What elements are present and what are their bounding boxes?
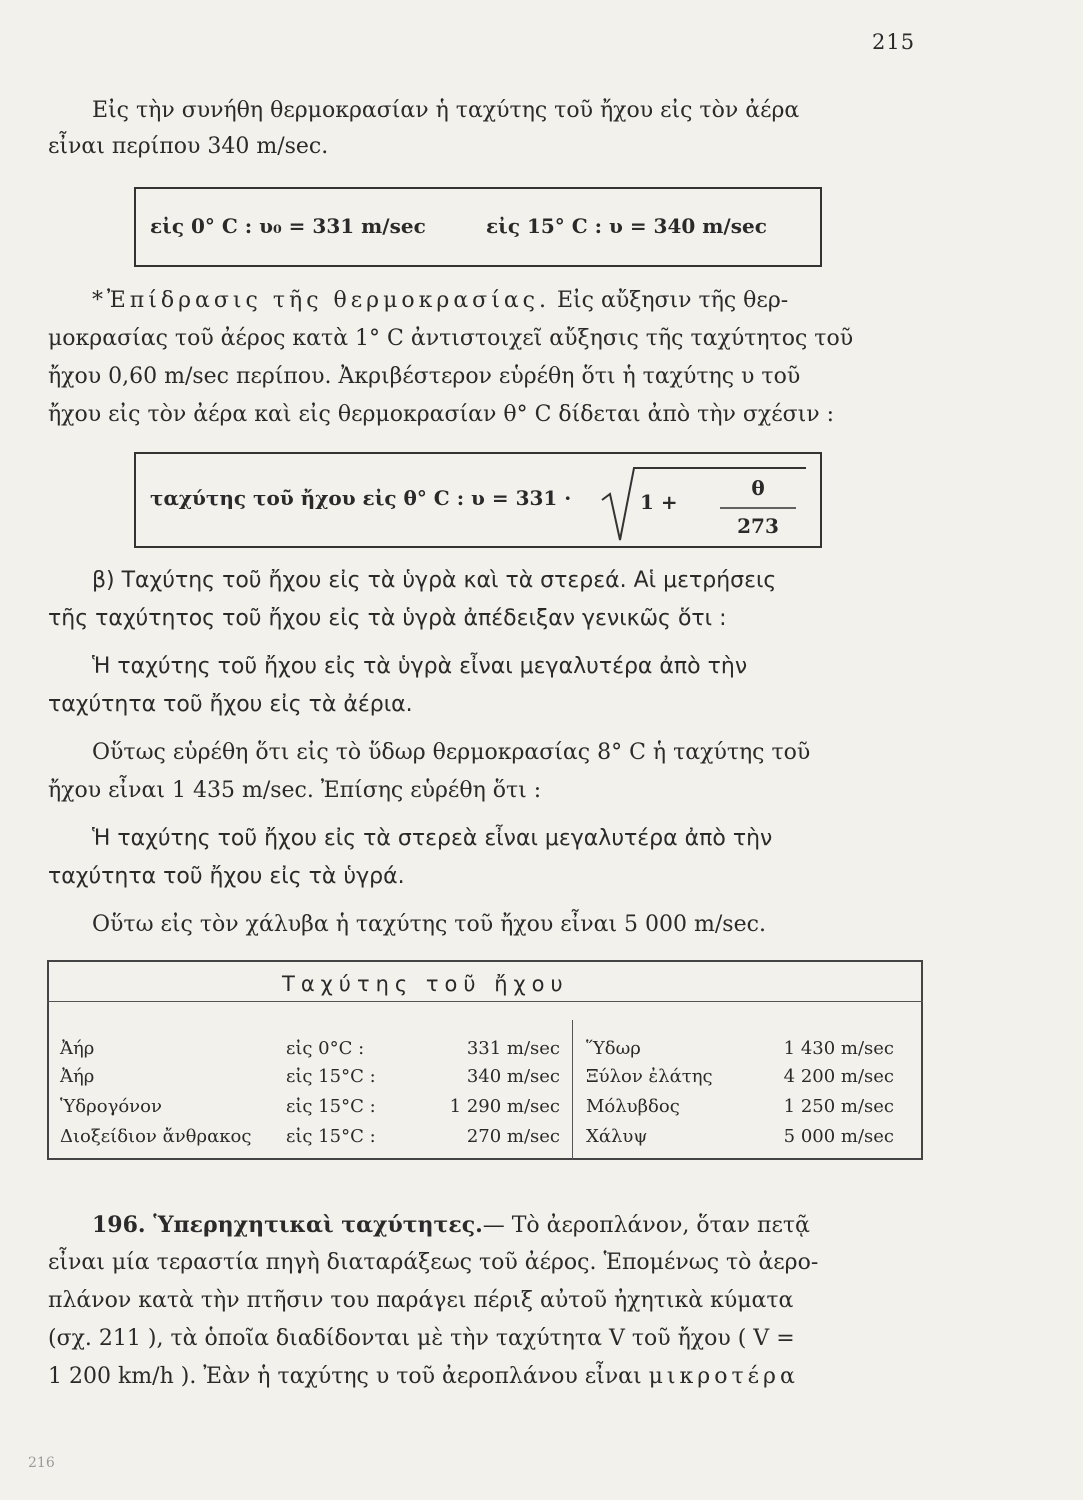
paragraph-line: Οὕτω εἰς τὸν χάλυβα ἡ ταχύτης τοῦ ἤχου εἶναι 5 000 m/sec.	[92, 912, 766, 937]
table-cell-speed: 270 m/sec	[466, 1126, 560, 1147]
emphasized-word: μικροτέρα	[648, 1364, 799, 1389]
table-cell-medium: Ἀήρ	[60, 1066, 95, 1087]
table-cell-medium: Διοξείδιον ἄνθρακος	[60, 1126, 252, 1147]
rule-statement-line: ταχύτητα τοῦ ἤχου εἰς τὰ ἀέρια.	[48, 692, 413, 717]
table-header-rule	[47, 1001, 923, 1002]
paragraph-line: πλάνον κατὰ τὴν πτῆσιν του παράγει πέριξ αὐτοῦ ἠχητικὰ κύματα	[48, 1288, 794, 1313]
table-cell-speed: 5 000 m/sec	[783, 1126, 894, 1147]
paragraph-line: τῆς ταχύτητος τοῦ ἤχου εἰς τὰ ὑγρὰ ἀπέδειξαν γενικῶς ὅτι :	[48, 606, 727, 631]
table-cell-speed: 1 290 m/sec	[449, 1096, 560, 1117]
fraction-numerator: θ	[751, 476, 765, 500]
paragraph-line: μοκρασίας τοῦ ἀέρος κατὰ 1° C ἀντιστοιχεῖ αὔξησις τῆς ταχύτητος τοῦ	[48, 326, 854, 351]
table-cell-speed: 4 200 m/sec	[783, 1066, 894, 1087]
paragraph-line: ἤχου 0,60 m/sec περίπου. Ἀκριβέστερον εὑρέθη ὅτι ἡ ταχύτης υ τοῦ	[48, 364, 801, 389]
paragraph-line: εἶναι περίπου 340 m/sec.	[48, 134, 329, 159]
paragraph-line: Οὕτως εὑρέθη ὅτι εἰς τὸ ὕδωρ θερμοκρασίας 8° C ἡ ταχύτης τοῦ	[92, 740, 811, 765]
paragraph-text: — Τὸ ἀεροπλάνον, ὅταν πετᾷ	[482, 1213, 810, 1238]
section-subtitle: *Ἐπίδρασις τῆς θερμοκρασίας.	[92, 288, 550, 313]
table-cell-medium: Ὕδωρ	[586, 1038, 641, 1059]
table-cell-temperature: εἰς 0°C :	[286, 1038, 365, 1059]
formula-zero-degrees: εἰς 0° C : υ₀ = 331 m/sec	[150, 214, 426, 238]
bleed-through-page-mark: 216	[28, 1455, 55, 1471]
paragraph-text: 1 200 km/h ). Ἐὰν ἡ ταχύτης υ τοῦ ἀεροπλάνου εἶναι	[48, 1364, 642, 1389]
table-cell-medium: Χάλυψ	[586, 1126, 648, 1147]
table-cell-speed: 1 430 m/sec	[783, 1038, 894, 1059]
table-cell-medium: Ἀήρ	[60, 1038, 95, 1059]
paragraph-line: (σχ. 211 ), τὰ ὁποῖα διαδίδονται μὲ τὴν ταχύτητα V τοῦ ἤχου ( V =	[48, 1326, 795, 1351]
table-cell-temperature: εἰς 15°C :	[286, 1126, 376, 1147]
page-number: 215	[872, 30, 916, 54]
paragraph-line	[92, 286, 788, 316]
rule-statement-line: ταχύτητα τοῦ ἤχου εἰς τὰ ὑγρά.	[48, 864, 405, 889]
paragraph-line: Εἰς τὴν συνήθη θερμοκρασίαν ἡ ταχύτης τοῦ ἤχου εἰς τὸν ἀέρα	[92, 98, 800, 123]
paragraph-text: Εἰς αὔξησιν τῆς θερ-	[549, 288, 789, 313]
fraction-denominator: 273	[737, 514, 779, 538]
rule-statement-line: Ἡ ταχύτης τοῦ ἤχου εἰς τὰ στερεὰ εἶναι μεγαλυτέρα ἀπὸ τὴν	[92, 826, 773, 851]
table-cell-medium: Ξύλον ἐλάτης	[586, 1066, 713, 1087]
formula-label: ταχύτης τοῦ ἤχου εἰς θ° C : υ = 331 ·	[150, 486, 572, 510]
table-title: Ταχύτης τοῦ ἤχου	[282, 972, 569, 996]
formula-one-plus: 1 +	[640, 490, 678, 514]
paragraph-line: ἤχου εἶναι 1 435 m/sec. Ἐπίσης εὑρέθη ὅτι :	[48, 778, 542, 803]
paragraph-line	[92, 1210, 810, 1241]
table-cell-temperature: εἰς 15°C :	[286, 1066, 376, 1087]
paragraph-line: β) Ταχύτης τοῦ ἤχου εἰς τὰ ὑγρὰ καὶ τὰ στερεά. Αἱ μετρήσεις	[92, 568, 777, 593]
table-cell-speed: 1 250 m/sec	[783, 1096, 894, 1117]
table-cell-speed: 331 m/sec	[466, 1038, 560, 1059]
table-cell-medium: Ὑδρογόνον	[60, 1096, 162, 1117]
paragraph-line: εἶναι μία τεραστία πηγὴ διαταράξεως τοῦ ἀέρος. Ἑπομένως τὸ ἀερο-	[48, 1250, 819, 1275]
formula-fifteen-degrees: εἰς 15° C : υ = 340 m/sec	[486, 214, 767, 238]
table-column-divider	[572, 1020, 573, 1160]
table-cell-temperature: εἰς 15°C :	[286, 1096, 376, 1117]
paragraph-line	[48, 1362, 799, 1392]
rule-statement-line: Ἡ ταχύτης τοῦ ἤχου εἰς τὰ ὑγρὰ εἶναι μεγαλυτέρα ἀπὸ τὴν	[92, 654, 748, 679]
table-cell-medium: Μόλυβδος	[586, 1096, 680, 1117]
table-cell-speed: 340 m/sec	[466, 1066, 560, 1087]
section-heading: 196. Ὑπερηχητικαὶ ταχύτητες.	[92, 1212, 483, 1238]
paragraph-line: ἤχου εἰς τὸν ἀέρα καὶ εἰς θερμοκρασίαν θ° C δίδεται ἀπὸ τὴν σχέσιν :	[48, 402, 835, 427]
